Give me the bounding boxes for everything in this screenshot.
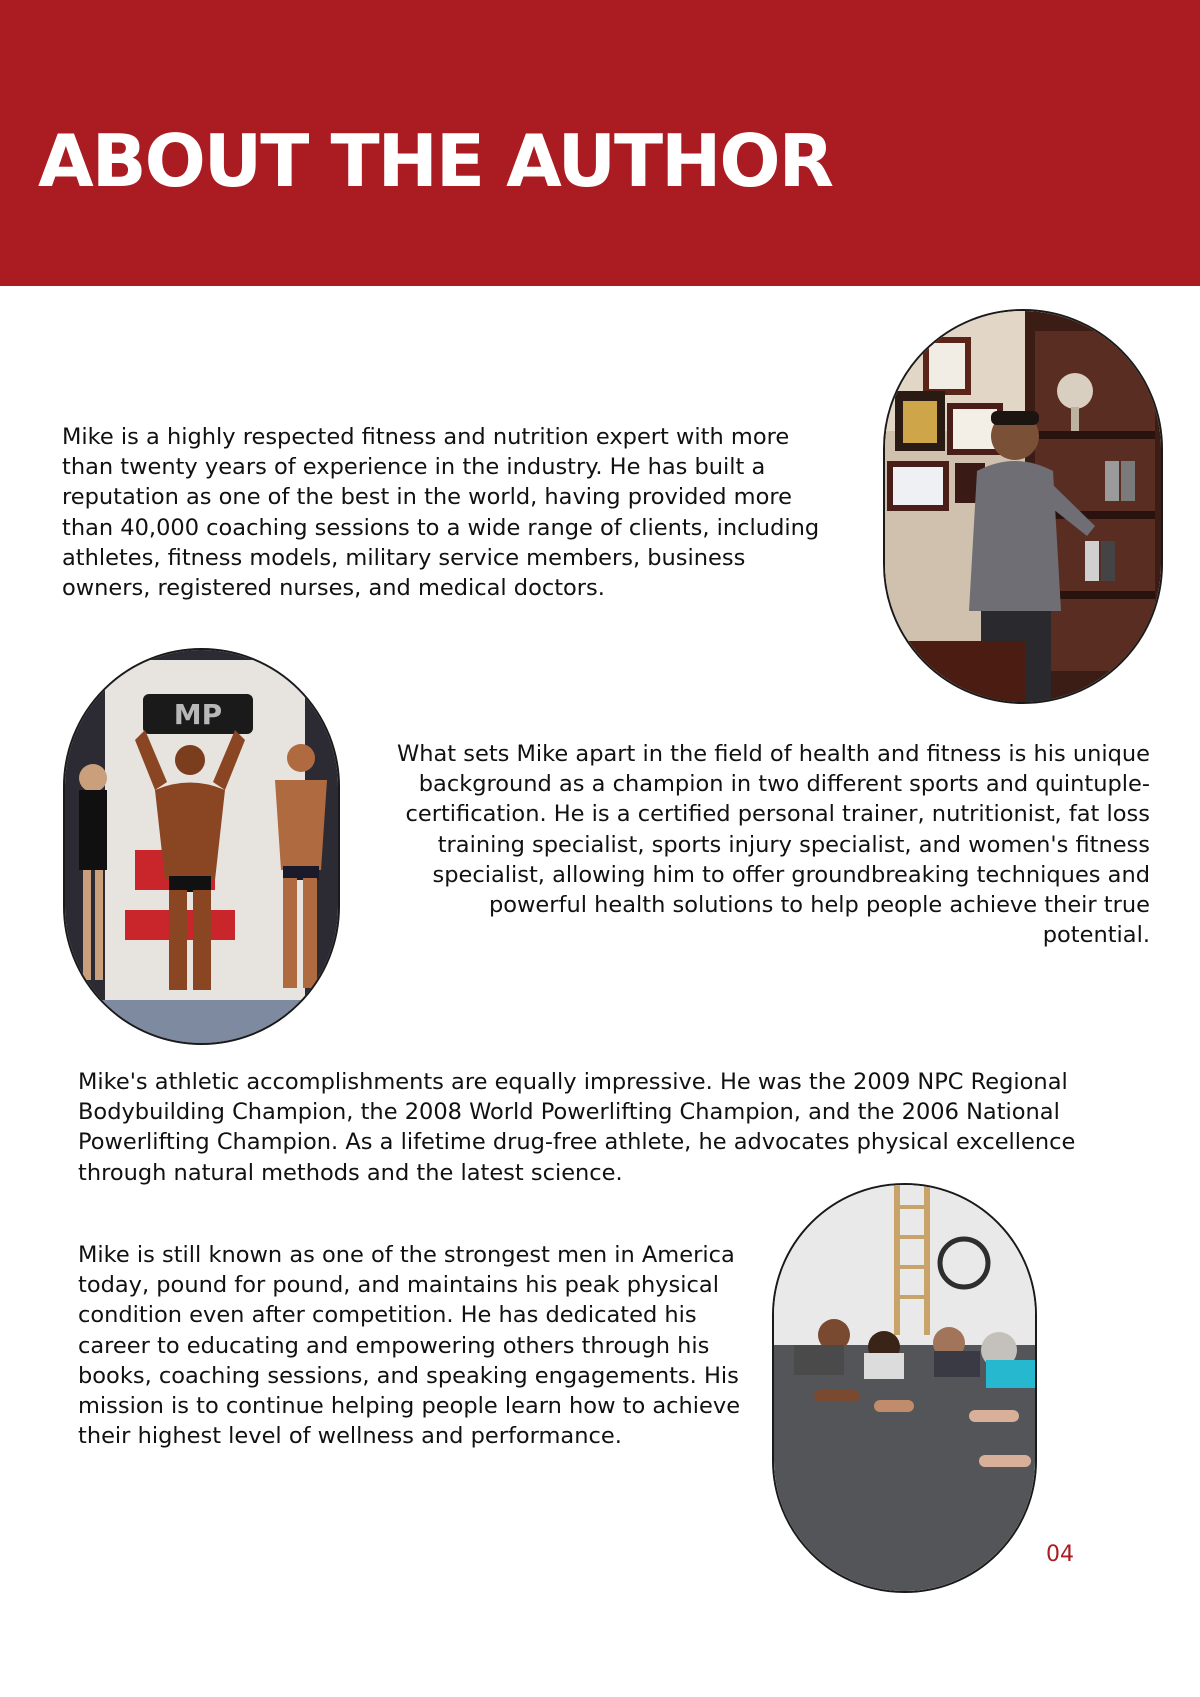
certifications-paragraph: What sets Mike apart in the field of health and fitness is his unique background as a champion in two different sports and quintuple-certification. He is a certified personal trainer, nutritionist, fat loss training specialist, sports injury specialist, and women's fitness specialist, allowing him to offer groundbreaking techniques and powerful health solutions to help people achieve their true potential. [396,741,1150,949]
svg-text:MP: MP [173,698,223,731]
header-band [0,0,1200,286]
intro-paragraph: Mike is a highly respected fitness and nutrition expert with more than twenty years of experience in the industry. He has built a reputation as one of the best in the world, having provided more than 40,000 coaching sessions to a wide range of clients, including athletes, fitness models, military service members, business owners, registered nurses, and medical doctors. [62,424,820,602]
bodybuilding-stage-photo [63,648,340,1045]
accomplishments-paragraph: Mike's athletic accomplishments are equally impressive. He was the 2009 NPC Regional Bodybuilding Champion, the 2008 World Powerlifting Champion, and the 2006 National Powerlifting Champion. As a lifetime drug-free athlete, he advocates physical excellence through natural methods and the latest science. [78,1069,1076,1186]
mission-paragraph: Mike is still known as one of the strongest men in America today, pound for pound, and maintains his peak physical condition even after competition. He has dedicated his career to educating and empowering others through his books, coaching sessions, and speaking engagements. His mission is to continue helping people learn how to achieve their highest level of wellness and performance. [78,1242,741,1450]
page-title: ABOUT THE AUTHOR [38,119,833,203]
author-office-photo [883,309,1163,704]
page-number: 04 [1046,1542,1074,1567]
group-plank-class-photo [772,1183,1037,1593]
